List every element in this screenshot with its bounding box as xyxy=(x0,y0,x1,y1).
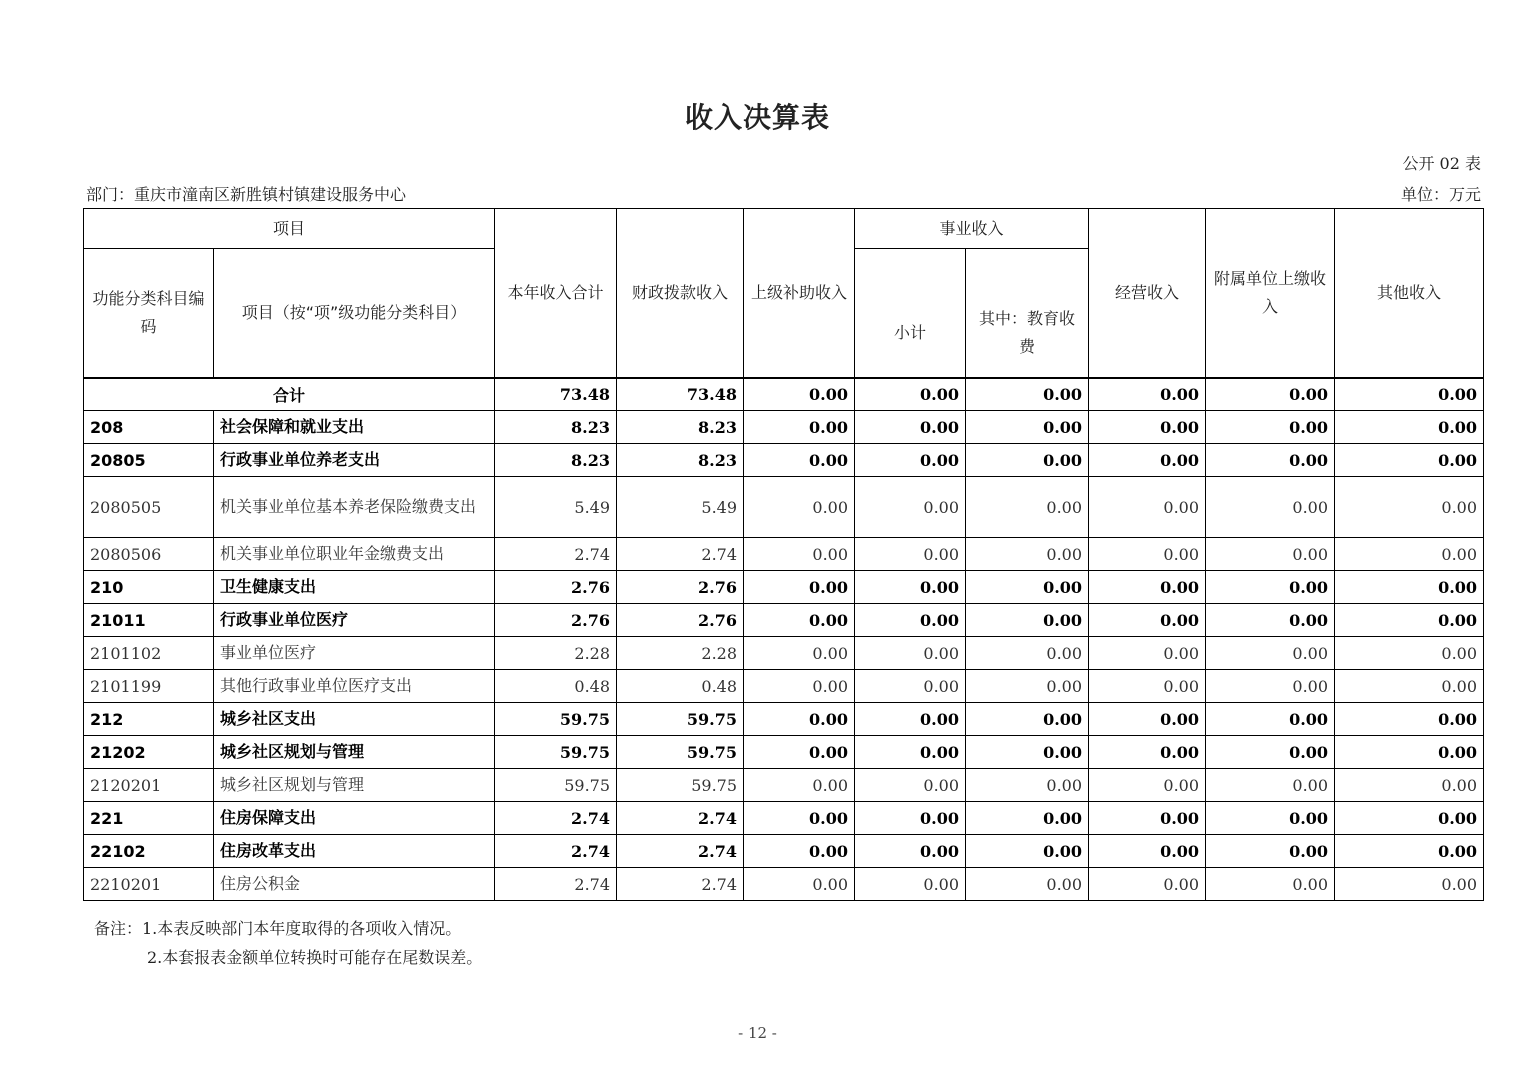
row-name: 城乡社区规划与管理 xyxy=(214,736,495,769)
row-value: 0.00 xyxy=(855,769,966,802)
row-name: 卫生健康支出 xyxy=(214,571,495,604)
row-value: 0.00 xyxy=(1089,444,1206,477)
row-value: 0.00 xyxy=(855,868,966,901)
row-value: 0.00 xyxy=(1206,802,1335,835)
form-code: 公开 02 表 xyxy=(1402,154,1481,173)
row-value: 8.23 xyxy=(495,411,617,444)
row-value: 8.23 xyxy=(495,444,617,477)
row-value: 0.00 xyxy=(1206,477,1335,538)
row-value: 0.00 xyxy=(1089,604,1206,637)
total-cell: 0.00 xyxy=(855,378,966,411)
row-name: 城乡社区支出 xyxy=(214,703,495,736)
row-value: 0.00 xyxy=(855,670,966,703)
row-value: 59.75 xyxy=(495,736,617,769)
row-value: 59.75 xyxy=(495,769,617,802)
header-subtotal: 小计 xyxy=(855,249,966,378)
total-cell: 0.00 xyxy=(966,378,1089,411)
row-value: 0.00 xyxy=(1206,868,1335,901)
row-value: 0.00 xyxy=(1335,835,1484,868)
header-other: 其他收入 xyxy=(1335,209,1484,378)
table-row xyxy=(84,835,1484,868)
row-value: 0.00 xyxy=(1206,703,1335,736)
row-value: 0.00 xyxy=(1089,411,1206,444)
total-row xyxy=(84,378,1484,411)
row-code: 20805 xyxy=(84,444,214,477)
table-row xyxy=(84,538,1484,571)
row-value: 2.74 xyxy=(495,538,617,571)
row-value: 0.00 xyxy=(1089,835,1206,868)
header-fiscal: 财政拨款收入 xyxy=(617,209,744,378)
row-value: 2.74 xyxy=(617,868,744,901)
row-value: 0.00 xyxy=(744,477,855,538)
row-code: 2080506 xyxy=(84,538,214,571)
row-value: 0.00 xyxy=(744,637,855,670)
income-table xyxy=(83,208,1484,901)
row-value: 0.00 xyxy=(855,571,966,604)
row-value: 0.00 xyxy=(966,411,1089,444)
row-value: 0.00 xyxy=(744,670,855,703)
row-value: 0.00 xyxy=(855,637,966,670)
row-value: 0.00 xyxy=(1089,868,1206,901)
row-value: 0.00 xyxy=(966,769,1089,802)
row-value: 0.00 xyxy=(744,703,855,736)
row-code: 2080505 xyxy=(84,477,214,538)
row-value: 59.75 xyxy=(495,703,617,736)
row-value: 0.00 xyxy=(1335,736,1484,769)
row-value: 59.75 xyxy=(617,769,744,802)
row-value: 0.48 xyxy=(617,670,744,703)
table-row xyxy=(84,670,1484,703)
row-value: 0.00 xyxy=(855,736,966,769)
row-value: 0.00 xyxy=(1206,835,1335,868)
row-code: 2210201 xyxy=(84,868,214,901)
row-value: 0.00 xyxy=(744,736,855,769)
row-value: 0.00 xyxy=(1335,411,1484,444)
row-value: 2.76 xyxy=(617,571,744,604)
header-total-income: 本年收入合计 xyxy=(495,209,617,378)
row-value: 0.00 xyxy=(966,477,1089,538)
row-value: 0.00 xyxy=(966,703,1089,736)
row-code: 2101199 xyxy=(84,670,214,703)
row-value: 0.00 xyxy=(1335,670,1484,703)
row-value: 0.00 xyxy=(1335,637,1484,670)
row-value: 0.00 xyxy=(966,604,1089,637)
row-value: 2.74 xyxy=(617,835,744,868)
row-value: 0.00 xyxy=(855,477,966,538)
total-cell: 0.00 xyxy=(744,378,855,411)
row-value: 8.23 xyxy=(617,444,744,477)
row-name: 城乡社区规划与管理 xyxy=(214,769,495,802)
row-value: 0.00 xyxy=(1089,637,1206,670)
table-row xyxy=(84,571,1484,604)
header-operating: 经营收入 xyxy=(1089,209,1206,378)
row-value: 0.00 xyxy=(744,444,855,477)
row-value: 2.76 xyxy=(617,604,744,637)
total-cell: 0.00 xyxy=(1089,378,1206,411)
row-code: 2101102 xyxy=(84,637,214,670)
row-code: 210 xyxy=(84,571,214,604)
row-value: 0.00 xyxy=(1335,444,1484,477)
row-value: 0.00 xyxy=(1206,538,1335,571)
table-row xyxy=(84,703,1484,736)
row-value: 0.00 xyxy=(1089,802,1206,835)
header-affiliated: 附属单位上缴收入 xyxy=(1206,209,1335,378)
row-value: 0.00 xyxy=(1206,604,1335,637)
row-code: 2120201 xyxy=(84,769,214,802)
row-name: 事业单位医疗 xyxy=(214,637,495,670)
row-value: 0.00 xyxy=(855,604,966,637)
header-superior-subsidy: 上级补助收入 xyxy=(744,209,855,378)
page-title: 收入决算表 xyxy=(684,101,830,134)
row-value: 2.74 xyxy=(617,802,744,835)
table-row xyxy=(84,411,1484,444)
row-value: 0.00 xyxy=(744,802,855,835)
row-value: 0.00 xyxy=(1335,703,1484,736)
row-value: 0.00 xyxy=(744,604,855,637)
row-value: 2.28 xyxy=(495,637,617,670)
unit-label: 单位：万元 xyxy=(1400,185,1481,204)
table-row xyxy=(84,802,1484,835)
row-name: 机关事业单位职业年金缴费支出 xyxy=(214,538,495,571)
total-cell: 0.00 xyxy=(1335,378,1484,411)
row-value: 0.00 xyxy=(966,637,1089,670)
row-value: 2.74 xyxy=(495,868,617,901)
row-value: 0.00 xyxy=(1206,736,1335,769)
row-name: 行政事业单位医疗 xyxy=(214,604,495,637)
row-value: 0.00 xyxy=(1089,769,1206,802)
row-value: 0.00 xyxy=(744,868,855,901)
note-2: 2.本套报表金额单位转换时可能存在尾数误差。 xyxy=(147,948,483,967)
row-value: 0.00 xyxy=(855,802,966,835)
header-business-group: 事业收入 xyxy=(855,209,1089,249)
row-name: 住房公积金 xyxy=(214,868,495,901)
table-row xyxy=(84,444,1484,477)
row-value: 0.00 xyxy=(966,868,1089,901)
row-value: 0.00 xyxy=(1206,637,1335,670)
row-value: 5.49 xyxy=(495,477,617,538)
row-value: 0.00 xyxy=(966,736,1089,769)
row-value: 5.49 xyxy=(617,477,744,538)
table-row xyxy=(84,868,1484,901)
row-value: 0.00 xyxy=(1335,571,1484,604)
row-code: 208 xyxy=(84,411,214,444)
table-row xyxy=(84,637,1484,670)
page-number: - 12 - xyxy=(738,1024,777,1042)
row-code: 212 xyxy=(84,703,214,736)
row-value: 0.00 xyxy=(1335,538,1484,571)
header-education-fee: 其中：教育收费 xyxy=(966,249,1089,378)
row-code: 21202 xyxy=(84,736,214,769)
total-cell: 0.00 xyxy=(1206,378,1335,411)
row-code: 22102 xyxy=(84,835,214,868)
row-value: 0.00 xyxy=(744,571,855,604)
row-value: 0.00 xyxy=(966,835,1089,868)
row-value: 59.75 xyxy=(617,703,744,736)
row-value: 0.00 xyxy=(1206,444,1335,477)
row-value: 0.00 xyxy=(1206,670,1335,703)
row-value: 2.76 xyxy=(495,604,617,637)
total-cell: 73.48 xyxy=(617,378,744,411)
row-value: 0.00 xyxy=(744,769,855,802)
header-project-group: 项目 xyxy=(84,209,495,249)
note-1: 备注：1.本表反映部门本年度取得的各项收入情况。 xyxy=(94,919,462,938)
row-value: 8.23 xyxy=(617,411,744,444)
table-row xyxy=(84,477,1484,538)
row-value: 0.00 xyxy=(966,802,1089,835)
row-value: 0.00 xyxy=(1335,477,1484,538)
row-value: 2.74 xyxy=(495,802,617,835)
row-value: 0.00 xyxy=(966,538,1089,571)
table-header xyxy=(84,209,1484,378)
row-name: 行政事业单位养老支出 xyxy=(214,444,495,477)
table-row xyxy=(84,736,1484,769)
row-code: 221 xyxy=(84,802,214,835)
row-value: 0.48 xyxy=(495,670,617,703)
row-value: 0.00 xyxy=(1335,802,1484,835)
total-cell: 73.48 xyxy=(495,378,617,411)
row-value: 0.00 xyxy=(966,670,1089,703)
row-value: 0.00 xyxy=(1089,703,1206,736)
row-value: 0.00 xyxy=(744,835,855,868)
row-value: 0.00 xyxy=(1089,736,1206,769)
table-row xyxy=(84,604,1484,637)
header-code: 功能分类科目编码 xyxy=(84,249,214,378)
row-value: 0.00 xyxy=(1089,571,1206,604)
row-value: 59.75 xyxy=(617,736,744,769)
row-value: 0.00 xyxy=(855,703,966,736)
row-value: 0.00 xyxy=(1335,868,1484,901)
table-body xyxy=(84,378,1484,901)
row-value: 2.74 xyxy=(617,538,744,571)
row-value: 0.00 xyxy=(855,538,966,571)
row-value: 0.00 xyxy=(1335,604,1484,637)
table-row xyxy=(84,769,1484,802)
row-value: 0.00 xyxy=(855,835,966,868)
row-name: 住房保障支出 xyxy=(214,802,495,835)
header-name: 项目（按“项”级功能分类科目） xyxy=(214,249,495,378)
row-name: 社会保障和就业支出 xyxy=(214,411,495,444)
total-label: 合计 xyxy=(84,378,495,411)
row-name: 住房改革支出 xyxy=(214,835,495,868)
row-value: 0.00 xyxy=(744,538,855,571)
department-label: 部门：重庆市潼南区新胜镇村镇建设服务中心 xyxy=(86,185,407,204)
row-value: 0.00 xyxy=(855,444,966,477)
row-value: 0.00 xyxy=(966,571,1089,604)
row-value: 0.00 xyxy=(1206,411,1335,444)
row-value: 2.76 xyxy=(495,571,617,604)
row-value: 2.28 xyxy=(617,637,744,670)
row-value: 0.00 xyxy=(966,444,1089,477)
row-value: 0.00 xyxy=(1206,769,1335,802)
row-value: 0.00 xyxy=(1089,538,1206,571)
row-value: 0.00 xyxy=(744,411,855,444)
row-value: 0.00 xyxy=(855,411,966,444)
row-value: 0.00 xyxy=(1335,769,1484,802)
row-value: 0.00 xyxy=(1089,670,1206,703)
row-value: 0.00 xyxy=(1089,477,1206,538)
row-name: 其他行政事业单位医疗支出 xyxy=(214,670,495,703)
row-code: 21011 xyxy=(84,604,214,637)
row-value: 2.74 xyxy=(495,835,617,868)
row-value: 0.00 xyxy=(1206,571,1335,604)
row-name: 机关事业单位基本养老保险缴费支出 xyxy=(214,477,495,538)
